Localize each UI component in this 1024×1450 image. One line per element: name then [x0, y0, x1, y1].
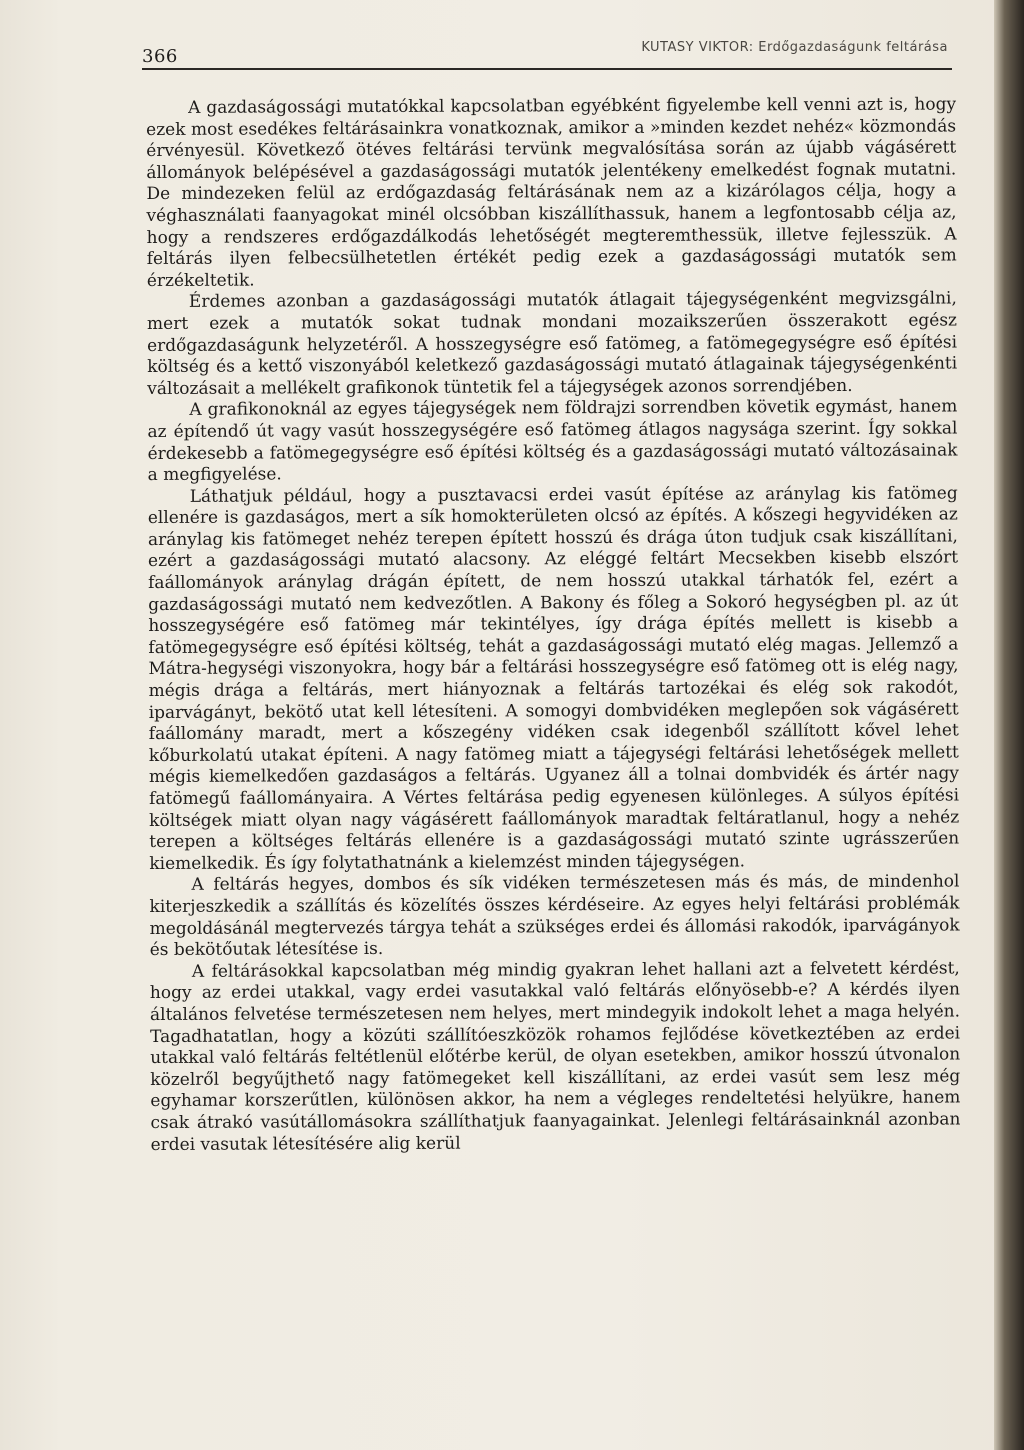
running-head: KUTASY VIKTOR: Erdőgazdaságunk feltárása: [641, 40, 948, 55]
page-number: 366: [142, 46, 178, 67]
paragraph: A feltárás hegyes, dombos és sík vidéken természetesen más és más, de mindenhol kiterjeszkedik a szállítás és közelítés összes kérdéseire. Az egyes helyi feltárási problémák megoldásánál megtervezés tárgya tehát a szükséges erdei és állomási rakodók, iparvágányok és bekötőutak létesítése is.: [149, 871, 960, 961]
body-text: [146, 94, 961, 1156]
paragraph: Láthatjuk például, hogy a pusztavacsi erdei vasút építése az aránylag kis fatömeg ellenére is gazdaságos, mert a sík homokterületen olcsó az építés. A kőszegi hegyvidéken az aránylag kis fatömeget nehéz terepen épített hosszú és drága úton tudjuk csak kiszállítani, ezért a gazdaságossági mutató alacsony. Az eléggé feltárt Mecsekben kisebb elszórt faállományok aránylag drágán épített, de nem hosszú utakkal tárhatók fel, ezért a gazdaságossági mutató nem kedvezőtlen. A Bakony és főleg a Sokoró hegységben pl. az út hosszegységére eső fatömeg már tekintélyes, így drága építés mellett is kisebb a fatömegegységre eső építési költség, tehát a gazdaságossági mutató elég magas. Jellemző a Mátra-hegységi viszonyokra, hogy bár a feltárási hosszegységre eső fatömeg ott is elég nagy, mégis drága a feltárás, mert hiányoznak a feltárás tartozékai és elég sok rakodót, iparvágányt, bekötő utat kell létesíteni. A somogyi dombvidéken meglepően sok vágásérett faállomány maradt, mert a kőszegény vidéken csak idegenből szállított kővel lehet kőburkolatú utakat építeni. A nagy fatömeg miatt a tájegységi feltárási lehetőségek mellett mégis kiemelkedően gazdaságos a feltárás. Ugyanez áll a tolnai dombvidék és ártér nagy fatömegű faállományaira. A Vértes feltárása pedig egyenesen különleges. A súlyos építési költségek miatt olyan nagy vágásérett faállományok maradtak feltáratlanul, hogy a nehéz terepen a költséges feltárás ellenére is a gazdaságossági mutató szinte ugrásszerűen kiemelkedik. És így folytathatnánk a kielemzést minden tájegységen.: [147, 483, 960, 874]
paragraph: A feltárásokkal kapcsolatban még mindig gyakran lehet hallani azt a felvetett kérdést, hogy az erdei utakkal, vagy erdei vasutakkal való feltárás előnyösebb-e? A kérdés ilyen általános felvetése természetesen nem helyes, mert mindegyik indokolt lehet a maga helyén. Tagadhatatlan, hogy a közúti szállítóeszközök rohamos fejlődése következtében az erdei utakkal való feltárás feltétlenül előtérbe kerül, de olyan esetekben, amikor hosszú útvonalon közelről begyűjthető nagy fatömegeket kell kiszállítani, az erdei vasút sem lesz még egyhamar korszerűtlen, különösen akkor, ha nem a végleges rendeltetési helyükre, hanem csak átrakó vasútállomásokra szállíthatjuk faanyagainkat. Jelenlegi feltárásainknál azonban erdei vasutak létesítésére alig kerül: [149, 958, 961, 1155]
paragraph: Érdemes azonban a gazdaságossági mutatók átlagait tájegységenként megvizsgálni, mert ezek a mutatók sokat tudnak mondani mozaikszerűen összerakott egész erdőgazdaságunk helyzetéről. A hosszegységre eső fatömeg, a fatömegegységre eső építési költség és a kettő viszonyából keletkező gazdaságossági mutató átlagainak tájegységenkénti változásait a mellékelt grafikonok tüntetik fel a tájegységek azonos sorrendjében.: [146, 288, 958, 399]
page-header: [142, 34, 952, 70]
book-spine: [994, 0, 1024, 1450]
paragraph: A gazdaságossági mutatókkal kapcsolatban egyébként figyelembe kell venni azt is, hogy ezek most esedékes feltárásainkra vonatkoznak, amikor a »minden kezdet nehéz« közmondás érvényesül. Következő ötéves feltárási tervünk megvalósítása során az újabb vágásérett állományok belépésével a gazdaságossági mutatók jelentékeny emelkedést fognak mutatni. De mindezeken felül az erdőgazdaság feltárásának nem az a kizárólagos célja, hogy a véghasználati faanyagokat minél olcsóbban kiszállíthassuk, hanem a legfontosabb célja az, hogy a rendszeres erdőgazdálkodás lehetőségét megteremthessük, illetve fejlesszük. A feltárás ilyen felbecsülhetetlen értékét pedig ezek a gazdaságossági mutatók sem érzékeltetik.: [146, 94, 957, 291]
paragraph: A grafikonoknál az egyes tájegységek nem földrajzi sorrendben követik egymást, hanem az építendő út vagy vasút hosszegységére eső fatömeg átlagos nagysága szerint. Így sokkal érdekesebb a fatömegegységre eső építési költség és a gazdaságossági mutató változásainak a megfigyelése.: [147, 396, 958, 486]
